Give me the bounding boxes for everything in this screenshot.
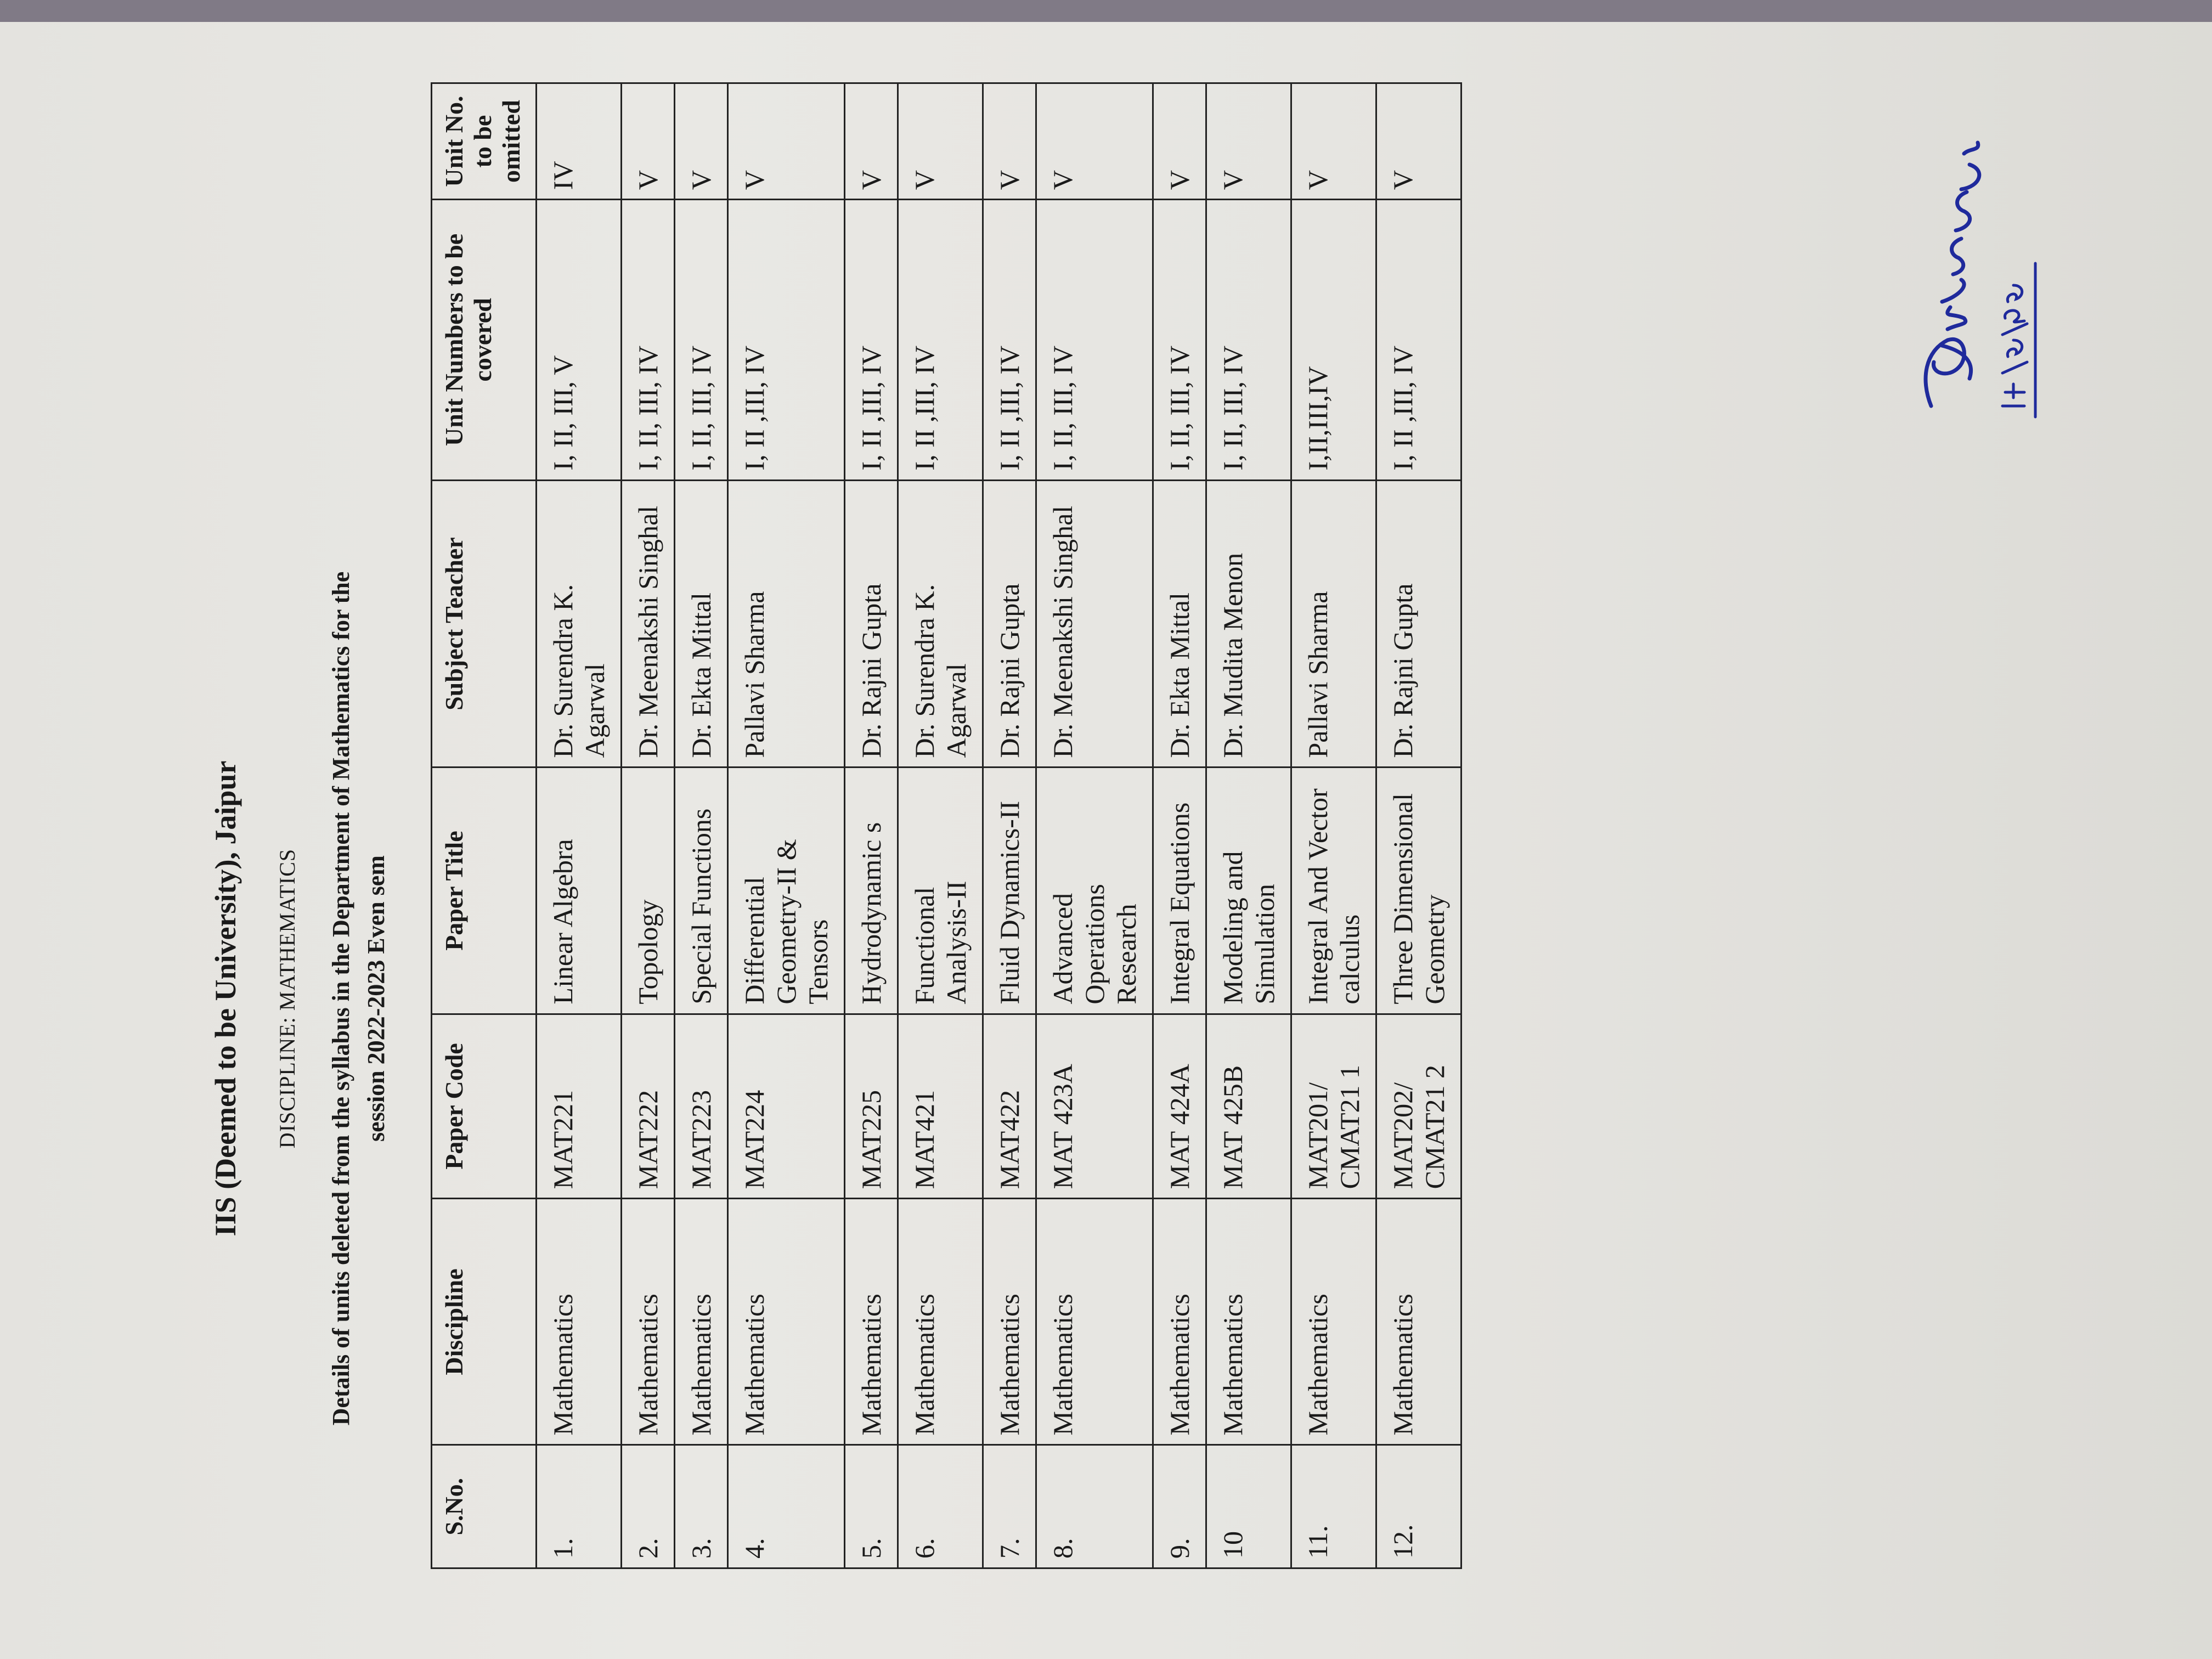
- table-row: [898, 83, 983, 1568]
- cell-units-covered: I, II, III, IV: [1206, 200, 1291, 480]
- cell-paper-code: MAT421: [898, 1014, 983, 1199]
- cell-teacher: Dr. Surendra K. Agarwal: [537, 480, 622, 768]
- document-content: [208, 82, 1997, 1575]
- cell-paper-title: Hydrodynamic s: [845, 768, 898, 1014]
- cell-paper-code: MAT223: [675, 1014, 728, 1199]
- cell-discipline: Mathematics: [675, 1199, 728, 1445]
- table-row: [1153, 83, 1206, 1568]
- cell-units-omitted: IV: [537, 83, 622, 200]
- cell-units-covered: I,II,III,IV: [1291, 200, 1376, 480]
- details-line-2: session 2022-2023 Even sem: [363, 855, 390, 1142]
- table-row: [1376, 83, 1462, 1568]
- column-header: Subject Teacher: [432, 480, 537, 768]
- cell-paper-code: MAT422: [983, 1014, 1036, 1199]
- details-heading: [324, 422, 394, 1575]
- table-row: [622, 83, 675, 1568]
- cell-units-covered: I, II, III, IV: [675, 200, 728, 480]
- cell-teacher: Dr. Rajni Gupta: [983, 480, 1036, 768]
- table-header-row: [432, 83, 537, 1568]
- cell-discipline: Mathematics: [1206, 1199, 1291, 1445]
- cell-paper-code: MAT225: [845, 1014, 898, 1199]
- cell-paper-title: Differential Geometry-II & Tensors: [728, 768, 845, 1014]
- cell-paper-code: MAT 424A: [1153, 1014, 1206, 1199]
- signature-date: [2002, 285, 2027, 406]
- table-row: [845, 83, 898, 1568]
- cell-sno: 12.: [1376, 1445, 1462, 1568]
- table-row: [1036, 83, 1153, 1568]
- institution-title: IIS (Deemed to be University), Jaipur: [209, 760, 242, 1237]
- cell-paper-title: Topology: [622, 768, 675, 1014]
- table-body: [537, 83, 1462, 1568]
- cell-units-omitted: V: [1036, 83, 1153, 200]
- table-row: [1206, 83, 1291, 1568]
- cell-paper-title: Integral Equations: [1153, 768, 1206, 1014]
- cell-units-covered: I, II ,III, IV: [898, 200, 983, 480]
- column-header: Unit No. to be omitted: [432, 83, 537, 200]
- cell-paper-title: Integral And Vector calculus: [1291, 768, 1376, 1014]
- cell-teacher: Pallavi Sharma: [1291, 480, 1376, 768]
- cell-units-covered: I, II ,III, IV: [983, 200, 1036, 480]
- cell-teacher: Dr. Meenakshi Singhal: [622, 480, 675, 768]
- cell-discipline: Mathematics: [1153, 1199, 1206, 1445]
- cell-units-covered: I, II, III, V: [537, 200, 622, 480]
- cell-sno: 6.: [898, 1445, 983, 1568]
- column-header: Paper Code: [432, 1014, 537, 1199]
- table-row: [675, 83, 728, 1568]
- details-line-1: Details of units deleted from the syllabus in the Department of Mathematics for the: [328, 571, 354, 1426]
- cell-units-omitted: V: [1206, 83, 1291, 200]
- cell-sno: 9.: [1153, 1445, 1206, 1568]
- cell-paper-title: Modeling and Simulation: [1206, 768, 1291, 1014]
- cell-paper-code: MAT 425B: [1206, 1014, 1291, 1199]
- cell-units-covered: I, II ,III, IV: [1376, 200, 1462, 480]
- cell-discipline: Mathematics: [1036, 1199, 1153, 1445]
- cell-units-omitted: V: [845, 83, 898, 200]
- cell-sno: 8.: [1036, 1445, 1153, 1568]
- table-row: [728, 83, 845, 1568]
- cell-sno: 4.: [728, 1445, 845, 1568]
- cell-sno: 11.: [1291, 1445, 1376, 1568]
- cell-teacher: Dr. Mudita Menon: [1206, 480, 1291, 768]
- cell-paper-title: Special Functions: [675, 768, 728, 1014]
- cell-teacher: Pallavi Sharma: [728, 480, 845, 768]
- units-table: [431, 82, 1462, 1569]
- column-header: Discipline: [432, 1199, 537, 1445]
- cell-units-omitted: V: [1153, 83, 1206, 200]
- cell-paper-code: MAT222: [622, 1014, 675, 1199]
- cell-units-omitted: V: [1291, 83, 1376, 200]
- cell-sno: 2.: [622, 1445, 675, 1568]
- cell-discipline: Mathematics: [1376, 1199, 1462, 1445]
- cell-teacher: Dr. Surendra K. Agarwal: [898, 480, 983, 768]
- cell-paper-code: MAT201/ CMAT21 1: [1291, 1014, 1376, 1199]
- cell-paper-code: MAT221: [537, 1014, 622, 1199]
- cell-sno: 7.: [983, 1445, 1036, 1568]
- cell-units-omitted: V: [728, 83, 845, 200]
- table-row: [537, 83, 622, 1568]
- cell-paper-code: MAT224: [728, 1014, 845, 1199]
- cell-discipline: Mathematics: [983, 1199, 1036, 1445]
- cell-units-covered: I, II, III, IV: [622, 200, 675, 480]
- cell-paper-title: Fluid Dynamics-II: [983, 768, 1036, 1014]
- cell-teacher: Dr. Rajni Gupta: [845, 480, 898, 768]
- cell-sno: 1.: [537, 1445, 622, 1568]
- table-row: [1291, 83, 1376, 1568]
- cell-discipline: Mathematics: [728, 1199, 845, 1445]
- cell-teacher: Dr. Ekta Mittal: [675, 480, 728, 768]
- cell-paper-title: Linear Algebra: [537, 768, 622, 1014]
- cell-paper-title: Advanced Operations Research: [1036, 768, 1153, 1014]
- discipline-heading: DISCIPLINE: MATHEMATICS: [275, 848, 300, 1149]
- cell-units-omitted: V: [983, 83, 1036, 200]
- cell-paper-title: Functional Analysis-II: [898, 768, 983, 1014]
- cell-teacher: Dr. Ekta Mittal: [1153, 480, 1206, 768]
- cell-units-covered: I, II, III, IV: [1036, 200, 1153, 480]
- cell-discipline: Mathematics: [537, 1199, 622, 1445]
- cell-sno: 5.: [845, 1445, 898, 1568]
- column-header: Unit Numbers to be covered: [432, 200, 537, 480]
- cell-teacher: Dr. Meenakshi Singhal: [1036, 480, 1153, 768]
- cell-discipline: Mathematics: [845, 1199, 898, 1445]
- cell-units-omitted: V: [1376, 83, 1462, 200]
- cell-sno: 3.: [675, 1445, 728, 1568]
- cell-units-covered: I, II ,III, IV: [845, 200, 898, 480]
- cell-discipline: Mathematics: [622, 1199, 675, 1445]
- cell-paper-code: MAT 423A: [1036, 1014, 1153, 1199]
- cell-discipline: Mathematics: [898, 1199, 983, 1445]
- table-row: [983, 83, 1036, 1568]
- signature-strokes: [1926, 143, 1979, 406]
- cell-paper-title: Three Dimensional Geometry: [1376, 768, 1462, 1014]
- cell-discipline: Mathematics: [1291, 1199, 1376, 1445]
- column-header: S.No.: [432, 1445, 537, 1568]
- cell-teacher: Dr. Rajni Gupta: [1376, 480, 1462, 768]
- cell-units-omitted: V: [622, 83, 675, 200]
- column-header: Paper Title: [432, 768, 537, 1014]
- handwritten-signature: [1909, 121, 2074, 428]
- cell-units-covered: I, II ,III, IV: [728, 200, 845, 480]
- cell-units-omitted: V: [898, 83, 983, 200]
- cell-sno: 10: [1206, 1445, 1291, 1568]
- cell-units-covered: I, II, III, IV: [1153, 200, 1206, 480]
- cell-paper-code: MAT202/ CMAT21 2: [1376, 1014, 1462, 1199]
- cell-units-omitted: V: [675, 83, 728, 200]
